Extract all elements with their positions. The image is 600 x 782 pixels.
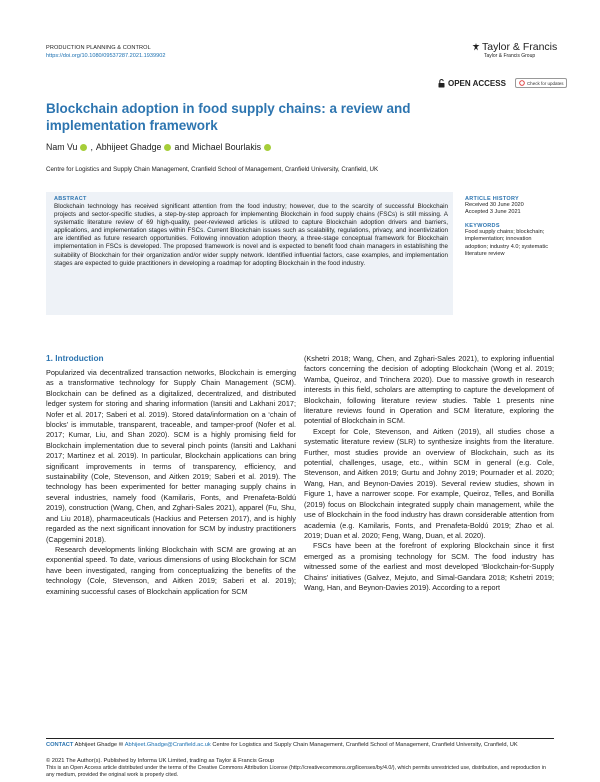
contact-line: [46, 741, 554, 749]
check-updates-label: Check for updates: [526, 80, 564, 86]
section-heading: 1. Introduction: [46, 353, 104, 363]
article-history-heading: ARTICLE HISTORY: [465, 196, 520, 202]
received-date: Received 30 June 2020: [465, 202, 524, 208]
copyright-line: © 2021 The Author(s). Published by Informa UK Limited, trading as Taylor & Francis Group: [46, 758, 275, 764]
contact-email[interactable]: Abhijeet.Ghadge@Cranfield.ac.uk: [124, 742, 211, 748]
check-updates-button[interactable]: [515, 78, 568, 88]
footer-divider: [46, 738, 554, 739]
taylor-francis-icon: [472, 43, 480, 51]
orcid-icon[interactable]: [80, 144, 87, 151]
article-title: Blockchain adoption in food supply chains: a review and implementation framework: [46, 101, 411, 133]
abstract-heading: ABSTRACT: [54, 196, 87, 202]
right-column: [304, 354, 554, 593]
author-list: [46, 142, 271, 152]
author-separator: ,: [90, 142, 93, 152]
article-meta-sidebar: [465, 196, 555, 258]
journal-name: PRODUCTION PLANNING & CONTROL: [46, 45, 151, 51]
abstract-text: Blockchain technology has received significant attention from the food industry; however, due to the scarcity of successful Blockchain projects and sector-specific studies, a step-by-step approach for implementing Blockchain in food supply chains (FSCs) is still missing. A systematic literature review of 69 high-quality, peer-reviewed articles is utilized to capture Blockchain adoption drivers and barriers, applications, and implementation stages within FSCs. Current Blockchain issues such as scalability, regulations, privacy, and incentivization are identified as future research opportunities. Following innovation adoption theory, a three-stage conceptual framework for Blockchain implementation in FSCs is developed. The proposed framework is novel and is expected to benefit food chain managers in establishing the suitability of Blockchain for their organization and/or wider supply network. Identified influential factors, case examples, and implementation stages are expected to guide practitioners in developing a roadmap for adopting Blockchain in the food industry.: [54, 203, 448, 267]
publisher-group: Taylor & Francis Group: [484, 53, 536, 59]
publisher-logo: [472, 41, 562, 59]
orcid-icon[interactable]: [264, 144, 271, 151]
keywords-heading: KEYWORDS: [465, 222, 500, 229]
paragraph: FSCs have been at the forefront of exploring Blockchain since it first emerged as a promising technology for SCM. The food industry has witnessed some of the earliest and most developed ‘Blockchain-for-Supply Chains’ initiatives (Galvez, Mejuto, and Simal-Gandara 2018; Kshetri 2019; Wang, Han, and Beynon-Davies 2019). According to a report: [304, 541, 554, 592]
affiliation: Centre for Logistics and Supply Chain Management, Cranfield School of Management, Cranfield University, Cranfield, UK: [46, 166, 379, 173]
publisher-name: Taylor & Francis: [482, 41, 558, 53]
author-name[interactable]: Abhijeet Ghadge: [95, 142, 162, 152]
refresh-icon: [519, 80, 525, 86]
paragraph: Except for Cole, Stevenson, and Aitken (2019), all studies chose a systematic literature review (SLR) to synthesize insights from the literature. Further, most studies provide an overview of Blockchain, such as its potential, challenges, usage, etc., within SCM in general (e.g. Cole, Stevenson, and Aitken 2019; Gurtu and Johny 2019; Pournader et al. 2020; Wang, Han, and Beynon-Davies 2019). Several review studies, shown in Figure 1, have a narrower scope. For example, Queiroz, Telles, and Bonilla (2019) focus on Blockchain integrated supply chain management, while the use of Blockchain in the food industry has drawn considerable attention from academia (e.g. Kamilaris, Fonts, and Prenafeta-Boldú 2019; Zhao et al. 2019; Duan et al. 2020; Feng, Wang, Duan, et al. 2020).: [304, 426, 554, 540]
contact-address: Centre for Logistics and Supply Chain Management, Cranfield School of Management, Cranfield University, Cranfield, UK: [212, 742, 518, 748]
left-column: [46, 368, 296, 597]
open-access-bar: [438, 78, 567, 88]
open-access-label: OPEN ACCESS: [448, 78, 506, 88]
contact-name: Abhijeet Ghadge: [74, 742, 118, 748]
author-separator: and: [174, 142, 190, 152]
keywords-list: Food supply chains; blockchain; implementation; innovation adoption; industry 4.0; systematic literature review: [465, 228, 549, 258]
doi-link[interactable]: https://doi.org/10.1080/09537287.2021.1939902: [46, 53, 166, 59]
contact-label: CONTACT: [46, 742, 74, 748]
orcid-icon[interactable]: [164, 144, 171, 151]
paragraph: Popularized via decentralized transaction networks, Blockchain is emerging as a transformative technology for Supply Chain Management (SCM). Blockchain can be defined as a digitalized, decentralized, and distributed ledger system for storing and sharing information (Iansiti and Lakhani 2017; Nofer et al. 2017; Saberi et al. 2019). Stored data/information on a ‘chain of blocks’ is immutable, transparent, traceable, and tamper-proof (Nofer et al. 2017; Kumar, Liu, and Shan 2020). SCM is a highly promising field for Blockchain implementation due to several pinch points (Iansiti and Lakhani 2017; Martinez et al. 2019). In particular, Blockchain applications can bring significant improvements in terms of transparency, efficiency, and sustainability (Cole, Stevenson, and Aitken 2019; Saberi et al. 2019). The technology has been experimented for better managing supply chains in several industries, namely food (Kamilaris, Fonts, and Prenafeta-Boldú 2019), construction (Wang, Chen, and Zghari-Sales 2021), apparel (Fu, Shu, and Liu 2018), pharmaceuticals (Hackius and Petersen 2017), and is highly regarded as the next significant innovation for SCM by industry practitioners (Capgemini 2018).: [46, 368, 296, 544]
accepted-date: Accepted 3 June 2021: [465, 209, 521, 216]
author-name[interactable]: Nam Vu: [46, 142, 78, 152]
paragraph: Research developments linking Blockchain with SCM are growing at an exponential speed. To date, various dimensions of using Blockchain for SCM have been investigated, ranging from conceptualizing the benefits of the technology (Cole, Stevenson, and Aitken 2019; Saberi et al. 2019); examining successful cases of Blockchain application for SCM: [46, 544, 296, 596]
open-lock-icon: [438, 79, 445, 88]
email-icon: ✉: [118, 742, 124, 748]
paragraph: (Kshetri 2018; Wang, Chen, and Zghari-Sales 2021), to exploring influential factors concerning the decision of adopting Blockchain (Wong et al. 2019; Wamba, Queiroz, and Trinchera 2020). Due to massive growth in research interests in this field, scholars are attempting to capture the development of Blockchain, following literature review studies. Table 1 presents nine literature reviews found in Operation and SCM literature, exploring the potential of Blockchain in SCM.: [304, 354, 554, 426]
license-text: This is an Open Access article distributed under the terms of the Creative Commons Attribution License (http://creativecommons.org/licenses/by/4.0/), which permits unrestricted use, distribution, and reproduction in any medium, provided the original work is properly cited.: [46, 765, 546, 778]
author-name[interactable]: Michael Bourlakis: [192, 142, 262, 152]
